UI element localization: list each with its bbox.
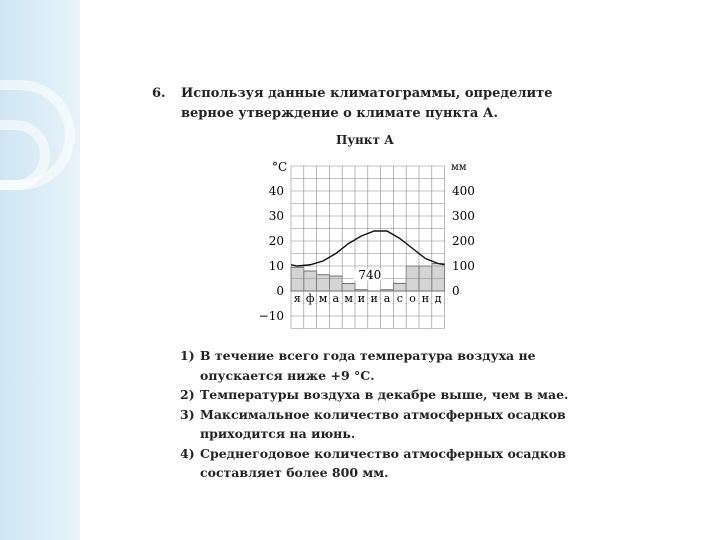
answer-number: 1) <box>180 348 195 363</box>
month-label: ф <box>305 292 315 305</box>
month-label: о <box>409 292 416 305</box>
left-tick-label: −10 <box>258 309 284 323</box>
left-tick-label: 0 <box>276 284 284 298</box>
answer-list <box>180 346 590 483</box>
answer-option[interactable] <box>180 346 590 385</box>
left-axis-unit: °C <box>272 160 288 174</box>
precipitation-bar <box>317 275 330 291</box>
precipitation-bar <box>342 284 355 292</box>
answer-text: В течение всего года температура воздуха не опускается ниже +9 °С. <box>200 348 536 383</box>
month-label: я <box>293 292 301 305</box>
right-tick-label: 200 <box>452 234 475 248</box>
right-tick-label: 0 <box>452 284 460 298</box>
decorative-sidebar <box>0 0 80 540</box>
answer-option[interactable] <box>180 385 590 405</box>
answer-text: Максимальное количество атмосферных осадков приходится на июнь. <box>200 406 566 441</box>
precipitation-bar <box>291 267 304 291</box>
left-tick-label: 10 <box>268 259 284 273</box>
left-tick-label: 30 <box>268 209 284 223</box>
chart-title: Пункт А <box>336 133 394 147</box>
answer-text: Среднегодовое количество атмосферных осадков составляет более 800 мм. <box>200 445 566 480</box>
month-label: а <box>332 292 340 305</box>
right-tick-label: 300 <box>452 209 475 223</box>
question <box>152 84 592 124</box>
month-label: д <box>434 292 442 305</box>
question-number: 6. <box>152 86 166 101</box>
answer-number: 4) <box>180 445 195 461</box>
month-label: м <box>318 292 328 305</box>
answer-option[interactable] <box>180 405 590 444</box>
month-label: н <box>421 292 430 305</box>
month-label: и <box>357 292 366 305</box>
month-label: а <box>383 292 391 305</box>
climatogram <box>250 150 490 340</box>
precipitation-bar <box>432 264 445 292</box>
right-tick-label: 100 <box>452 259 475 273</box>
question-text: Используя данные климатограммы, определите верное утверждение о климате пункта А. <box>181 86 553 121</box>
precipitation-bar <box>393 284 406 292</box>
right-axis-unit: мм <box>451 162 467 173</box>
month-label: м <box>344 292 353 305</box>
answer-number: 2) <box>180 387 195 402</box>
precipitation-bar <box>304 271 317 291</box>
month-label: и <box>370 292 378 305</box>
annual-precipitation-label: 740 <box>358 268 382 282</box>
month-label: с <box>396 292 403 305</box>
right-tick-label: 400 <box>452 184 475 198</box>
answer-number: 3) <box>180 406 195 422</box>
left-tick-label: 20 <box>268 234 284 248</box>
answer-text: Температуры воздуха в декабре выше, чем в мае. <box>200 387 569 402</box>
answer-option[interactable] <box>180 444 590 483</box>
left-tick-label: 40 <box>268 184 284 198</box>
